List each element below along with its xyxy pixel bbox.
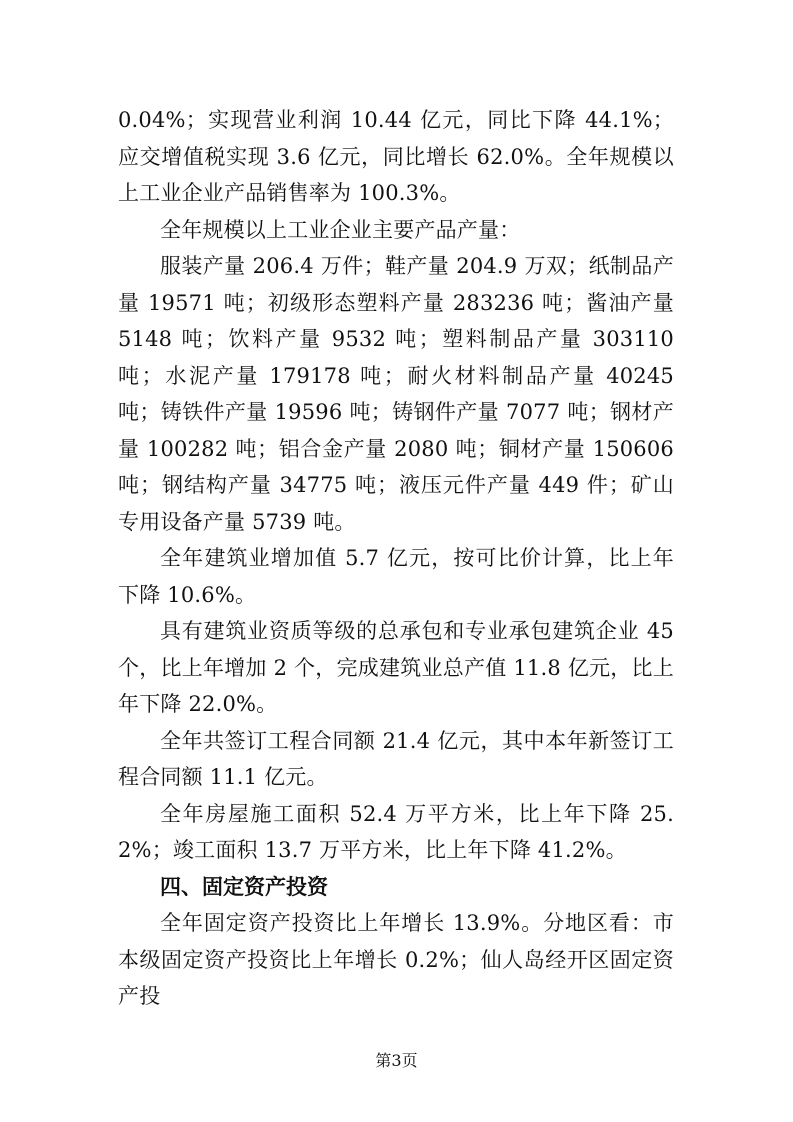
paragraph-profit-tax: 0.04%；实现营业利润 10.44 亿元，同比下降 44.1%；应交增值税实现 3.6 亿元，同比增长 62.0%。全年规模以上工业企业产品销售率为 100.3%。	[118, 108, 674, 205]
section-heading-fixed-asset-investment: 四、固定资产投资	[160, 874, 328, 899]
paragraph-construction-value-added: 全年建筑业增加值 5.7 亿元，按可比价计算，比上年下降 10.6%。	[118, 546, 674, 607]
document-body	[118, 102, 674, 1015]
paragraph-product-output: 服装产量 206.4 万件；鞋产量 204.9 万双；纸制品产量 19571 吨；初级形态塑料产量 283236 吨；酱油产量 5148 吨；饮料产量 9532 吨；塑料制品产量 303110 吨；水泥产量 179178 吨；耐火材料制品产量 40245 吨；铸铁件产量 19596 吨；铸钢件产量 7077 吨；钢材产量 100282 吨；铝合金产量 2080 吨；铜材产量 150606 吨；钢结构产量 34775 吨；液压元件产量 449 件；矿山专用设备产量 5739 吨。	[118, 254, 674, 534]
paragraph-construction-enterprises: 具有建筑业资质等级的总承包和专业承包建筑企业 45 个，比上年增加 2 个，完成建筑业总产值 11.8 亿元，比上年下降 22.0%。	[118, 619, 674, 716]
page-number: 第3页	[375, 1051, 418, 1070]
paragraph-contract-amount: 全年共签订工程合同额 21.4 亿元，其中本年新签订工程合同额 11.1 亿元。	[118, 728, 674, 789]
paragraph-main-products-intro: 全年规模以上工业企业主要产品产量：	[160, 217, 521, 242]
paragraph-housing-area: 全年房屋施工面积 52.4 万平方米，比上年下降 25.2%；竣工面积 13.7 万平方米，比上年下降 41.2%。	[118, 801, 674, 862]
paragraph-fixed-asset-investment: 全年固定资产投资比上年增长 13.9%。分地区看：市本级固定资产投资比上年增长 0.2%；仙人岛经开区固定资产投	[118, 911, 674, 1008]
